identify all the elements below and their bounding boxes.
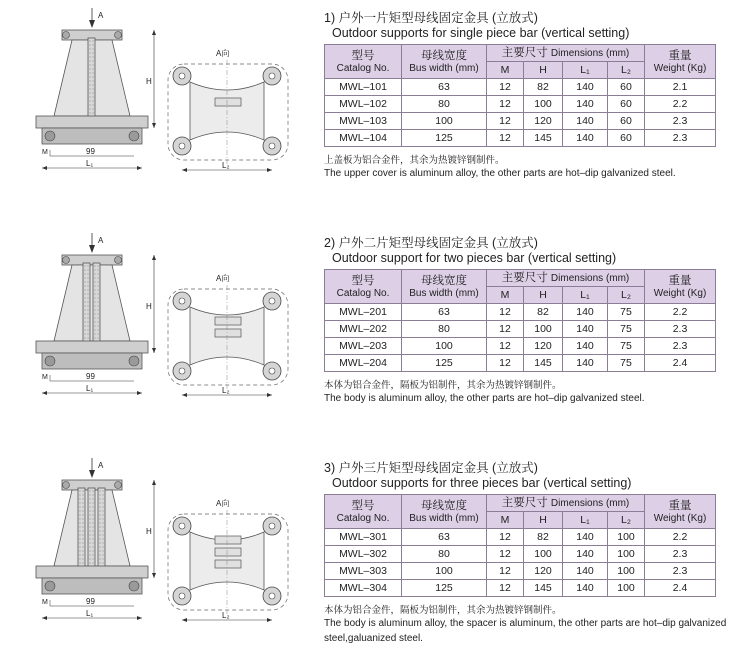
l2-label: L₂ — [222, 161, 230, 170]
bus-bar — [83, 263, 90, 351]
table-cell: 125 — [402, 130, 487, 147]
l1-label: L₁ — [86, 609, 94, 618]
height-label: H — [146, 302, 152, 311]
width-99-label: 99 — [86, 372, 95, 381]
table-cell: 140 — [563, 546, 608, 563]
product-section-1 — [0, 0, 730, 222]
table-cell: 12 — [487, 304, 524, 321]
table-cell: 82 — [524, 79, 563, 96]
table-cell: 75 — [608, 321, 645, 338]
header-l1: L₁ — [563, 62, 608, 79]
top-view-drawing — [160, 271, 290, 411]
top-view — [160, 496, 290, 641]
table-cell: 12 — [487, 338, 524, 355]
table-cell: 100 — [524, 321, 563, 338]
table-cell: MWL–301 — [325, 529, 402, 546]
table-row — [325, 113, 716, 130]
table-cell: 75 — [608, 304, 645, 321]
header-l2: L₂ — [608, 62, 645, 79]
header-m: M — [487, 512, 524, 529]
side-view — [14, 454, 174, 637]
bus-bar — [93, 263, 100, 351]
table-cell: 100 — [608, 546, 645, 563]
view-a-label: A向 — [216, 49, 230, 58]
table-cell: 100 — [402, 338, 487, 355]
m-label: M — [42, 599, 48, 606]
table-cell: 140 — [563, 321, 608, 338]
bus-plate — [215, 329, 241, 337]
header-m: M — [487, 287, 524, 304]
header-bus-width: 母线宽度 Bus width (mm) — [402, 495, 487, 529]
top-view-drawing — [160, 46, 290, 186]
product-section-3 — [0, 450, 730, 672]
table-cell: 60 — [608, 96, 645, 113]
table-cell: 120 — [524, 113, 563, 130]
header-l2: L₂ — [608, 287, 645, 304]
table-row — [325, 338, 716, 355]
m-label: M — [42, 374, 48, 381]
table-cell: 80 — [402, 321, 487, 338]
spec-table — [324, 494, 716, 597]
table-cell: 140 — [563, 113, 608, 130]
table-cell: 80 — [402, 96, 487, 113]
side-view-drawing — [14, 229, 174, 407]
note-cn: 本体为铝合金件，隔板为铝制件，其余为热镀锌钢制件。 — [324, 380, 562, 391]
table-cell: MWL–101 — [325, 79, 402, 96]
table-cell: 100 — [524, 546, 563, 563]
table-cell: 100 — [524, 96, 563, 113]
table-cell: 63 — [402, 529, 487, 546]
bus-plate — [215, 560, 241, 568]
table-cell: 75 — [608, 338, 645, 355]
header-weight: 重量 Weight (Kg) — [645, 270, 716, 304]
table-cell: 12 — [487, 113, 524, 130]
header-bus-width: 母线宽度 Bus width (mm) — [402, 270, 487, 304]
table-cell: 12 — [487, 321, 524, 338]
note-cn: 上盖板为铝合金件，其余为热镀锌钢制件。 — [324, 155, 505, 166]
product-section-2 — [0, 225, 730, 447]
table-cell: 100 — [402, 563, 487, 580]
table-cell: 2.2 — [645, 304, 716, 321]
note-en: The body is aluminum alloy, the other parts are hot–dip galvanized steel. — [324, 393, 645, 404]
spec-table — [324, 44, 716, 147]
table-cell: MWL–203 — [325, 338, 402, 355]
table-cell: MWL–201 — [325, 304, 402, 321]
table-cell: 140 — [563, 580, 608, 597]
bus-plate — [215, 317, 241, 325]
table-cell: 2.4 — [645, 355, 716, 372]
section-title-cn: 1) 户外一片矩型母线固定金具 (立放式) — [324, 11, 538, 25]
table-cell: 100 — [608, 580, 645, 597]
table-row — [325, 529, 716, 546]
table-cell: 12 — [487, 355, 524, 372]
section-title-en: Outdoor supports for single piece bar (vertical setting) — [332, 26, 630, 40]
table-cell: 140 — [563, 355, 608, 372]
width-99-label: 99 — [86, 597, 95, 606]
table-cell: 2.3 — [645, 130, 716, 147]
table-cell: 75 — [608, 355, 645, 372]
section-title-en: Outdoor support for two pieces bar (vertical setting) — [332, 251, 617, 265]
table-cell: 82 — [524, 529, 563, 546]
table-cell: 2.2 — [645, 529, 716, 546]
table-row — [325, 580, 716, 597]
header-dimensions: 主要尺寸 Dimensions (mm) — [487, 45, 645, 62]
l2-label: L₂ — [222, 386, 230, 395]
table-cell: MWL–204 — [325, 355, 402, 372]
section-title-cn: 2) 户外二片矩型母线固定金具 (立放式) — [324, 236, 538, 250]
top-view — [160, 271, 290, 416]
bus-bar — [98, 488, 105, 576]
bus-bar — [88, 488, 95, 576]
table-cell: 140 — [563, 96, 608, 113]
table-cell: 125 — [402, 355, 487, 372]
table-row — [325, 96, 716, 113]
table-cell: 125 — [402, 580, 487, 597]
l1-label: L₁ — [86, 159, 94, 168]
section-title-cn: 3) 户外三片矩型母线固定金具 (立放式) — [324, 461, 538, 475]
table-cell: 140 — [563, 79, 608, 96]
table-cell: 145 — [524, 130, 563, 147]
table-cell: MWL–104 — [325, 130, 402, 147]
header-catalog: 型号 Catalog No. — [325, 270, 402, 304]
table-row — [325, 321, 716, 338]
table-cell: 120 — [524, 563, 563, 580]
table-cell: 63 — [402, 79, 487, 96]
width-99-label: 99 — [86, 147, 95, 156]
side-view — [14, 229, 174, 412]
table-cell: 60 — [608, 130, 645, 147]
table-cell: 2.4 — [645, 580, 716, 597]
table-cell: 60 — [608, 113, 645, 130]
table-cell: MWL–302 — [325, 546, 402, 563]
top-view — [160, 46, 290, 191]
header-bus-width: 母线宽度 Bus width (mm) — [402, 45, 487, 79]
height-label: H — [146, 77, 152, 86]
bus-plate — [215, 548, 241, 556]
header-h: H — [524, 287, 563, 304]
table-row — [325, 546, 716, 563]
table-cell: 145 — [524, 580, 563, 597]
table-row — [325, 563, 716, 580]
top-view-drawing — [160, 496, 290, 636]
table-cell: 140 — [563, 304, 608, 321]
header-h: H — [524, 512, 563, 529]
side-view-drawing — [14, 454, 174, 632]
table-cell: MWL–102 — [325, 96, 402, 113]
table-row — [325, 79, 716, 96]
table-cell: 100 — [608, 529, 645, 546]
spec-table — [324, 269, 716, 372]
header-l1: L₁ — [563, 287, 608, 304]
note-en: The upper cover is aluminum alloy, the other parts are hot–dip galvanized steel. — [324, 168, 676, 179]
height-label: H — [146, 527, 152, 536]
table-cell: 145 — [524, 355, 563, 372]
table-cell: 2.3 — [645, 113, 716, 130]
view-a-label: A向 — [216, 499, 230, 508]
table-cell: 12 — [487, 130, 524, 147]
table-cell: 60 — [608, 79, 645, 96]
bus-bar — [88, 38, 95, 126]
header-h: H — [524, 62, 563, 79]
table-cell: 12 — [487, 563, 524, 580]
table-cell: 63 — [402, 304, 487, 321]
table-cell: 140 — [563, 130, 608, 147]
note-en: The body is aluminum alloy, the spacer is aluminum, the other parts are hot–dip galvanized — [324, 618, 727, 629]
table-cell: 2.3 — [645, 321, 716, 338]
table-cell: 2.3 — [645, 338, 716, 355]
table-row — [325, 304, 716, 321]
l2-label: L₂ — [222, 611, 230, 620]
header-dimensions: 主要尺寸 Dimensions (mm) — [487, 495, 645, 512]
header-m: M — [487, 62, 524, 79]
table-cell: 140 — [563, 529, 608, 546]
note-en-2: steel,galuanized steel. — [324, 633, 423, 644]
arrow-a-label: A — [98, 461, 104, 470]
section-title-en: Outdoor supports for three pieces bar (vertical setting) — [332, 476, 632, 490]
table-cell: 140 — [563, 563, 608, 580]
arrow-a-label: A — [98, 11, 104, 20]
table-cell: 2.1 — [645, 79, 716, 96]
table-row — [325, 355, 716, 372]
table-cell: 12 — [487, 529, 524, 546]
table-cell: MWL–202 — [325, 321, 402, 338]
side-view — [14, 4, 174, 187]
table-cell: MWL–103 — [325, 113, 402, 130]
table-cell: 12 — [487, 580, 524, 597]
table-cell: 2.3 — [645, 563, 716, 580]
bus-bar — [78, 488, 85, 576]
header-l1: L₁ — [563, 512, 608, 529]
table-cell: 12 — [487, 96, 524, 113]
table-cell: MWL–303 — [325, 563, 402, 580]
table-cell: MWL–304 — [325, 580, 402, 597]
header-catalog: 型号 Catalog No. — [325, 45, 402, 79]
table-cell: 12 — [487, 79, 524, 96]
table-cell: 100 — [608, 563, 645, 580]
table-cell: 12 — [487, 546, 524, 563]
header-weight: 重量 Weight (Kg) — [645, 495, 716, 529]
table-cell: 2.3 — [645, 546, 716, 563]
table-cell: 82 — [524, 304, 563, 321]
table-cell: 80 — [402, 546, 487, 563]
side-view-drawing — [14, 4, 174, 182]
arrow-a-label: A — [98, 236, 104, 245]
note-cn: 本体为铝合金件，隔板为铝制件，其余为热镀锌钢制件。 — [324, 605, 562, 616]
table-row — [325, 130, 716, 147]
bus-plate — [215, 536, 241, 544]
header-catalog: 型号 Catalog No. — [325, 495, 402, 529]
m-label: M — [42, 149, 48, 156]
bus-plate — [215, 98, 241, 106]
header-dimensions: 主要尺寸 Dimensions (mm) — [487, 270, 645, 287]
header-weight: 重量 Weight (Kg) — [645, 45, 716, 79]
table-cell: 2.2 — [645, 96, 716, 113]
table-cell: 120 — [524, 338, 563, 355]
view-a-label: A向 — [216, 274, 230, 283]
header-l2: L₂ — [608, 512, 645, 529]
l1-label: L₁ — [86, 384, 94, 393]
table-cell: 100 — [402, 113, 487, 130]
table-cell: 140 — [563, 338, 608, 355]
